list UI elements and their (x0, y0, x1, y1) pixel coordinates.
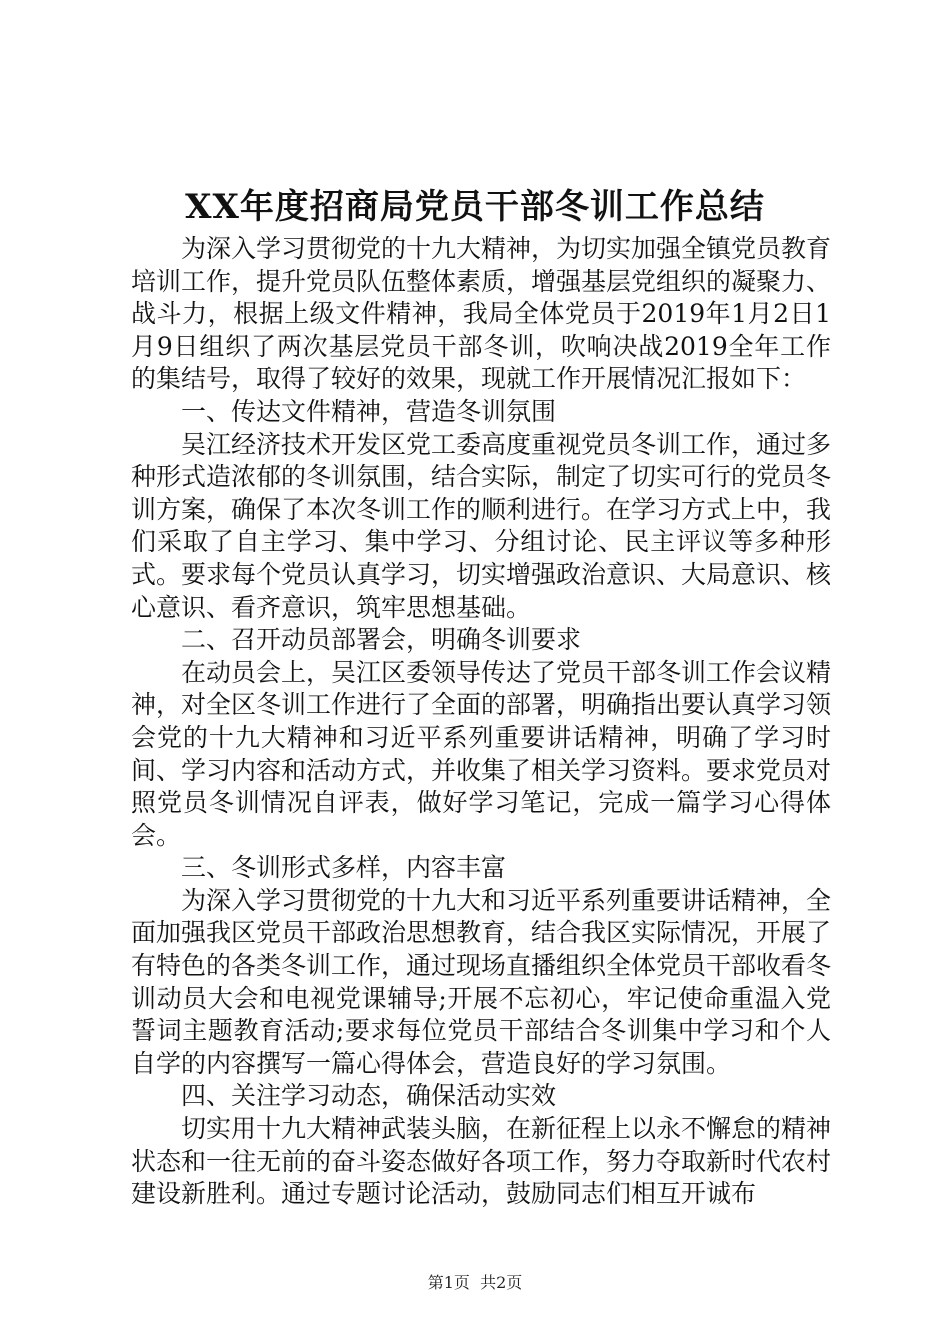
section-heading-2: 二、召开动员部署会，明确冬训要求 (181, 625, 582, 655)
intro-paragraph: 为深入学习贯彻党的十九大精神，为切实加强全镇党员教育培训工作，提升党员队伍整体素质，增强基层党组织的凝聚力、战斗力，根据上级文件精神，我局全体党员于2019年1月2日1月9日组织了两次基层党员干部冬训，吹响决战2019全年工作的集结号，取得了较好的效果，现就工作开展情况汇报如下： (131, 234, 832, 394)
page-total: 共2页 (480, 1273, 523, 1292)
section-paragraph-2: 在动员会上，吴江区委领导传达了党员干部冬训工作会议精神，对全区冬训工作进行了全面的部署，明确指出要认真学习领会党的十九大精神和习近平系列重要讲话精神，明确了学习时间、学习内容和活动方式，并收集了相关学习资料。要求党员对照党员冬训情况自评表，做好学习笔记，完成一篇学习心得体会。 (131, 657, 832, 850)
section-paragraph-1: 吴江经济技术开发区党工委高度重视党员冬训工作，通过多种形式造浓郁的冬训氛围，结合实际，制定了切实可行的党员冬训方案，确保了本次冬训工作的顺利进行。在学习方式上中，我们采取了自主学习、集中学习、分组讨论、民主评议等多种形式。要求每个党员认真学习，切实增强政治意识、大局意识、核心意识、看齐意识，筑牢思想基础。 (131, 429, 832, 622)
footer-spacer (470, 1273, 480, 1292)
page-footer (0, 1272, 950, 1294)
section-paragraph-3: 为深入学习贯彻党的十九大和习近平系列重要讲话精神，全面加强我区党员干部政治思想教育，结合我区实际情况，开展了有特色的各类冬训工作，通过现场直播组织全体党员干部收看冬训动员大会和电视党课辅导;开展不忘初心，牢记使命重温入党誓词主题教育活动;要求每位党员干部结合冬训集中学习和个人自学的内容撰写一篇心得体会，营造良好的学习氛围。 (131, 885, 832, 1078)
section-heading-4: 四、关注学习动态，确保活动实效 (181, 1081, 557, 1111)
document-title: XX年度招商局党员干部冬训工作总结 (185, 187, 765, 227)
section-heading-1: 一、传达文件精神，营造冬训氛围 (181, 396, 557, 426)
page-number: 第1页 (427, 1273, 470, 1292)
section-paragraph-4: 切实用十九大精神武装头脑，在新征程上以永不懈怠的精神状态和一往无前的奋斗姿态做好各项工作，努力夺取新时代农村建设新胜利。通过专题讨论活动，鼓励同志们相互开诚布 (131, 1114, 832, 1209)
document-body (131, 233, 831, 1211)
section-heading-3: 三、冬训形式多样，内容丰富 (181, 853, 507, 883)
